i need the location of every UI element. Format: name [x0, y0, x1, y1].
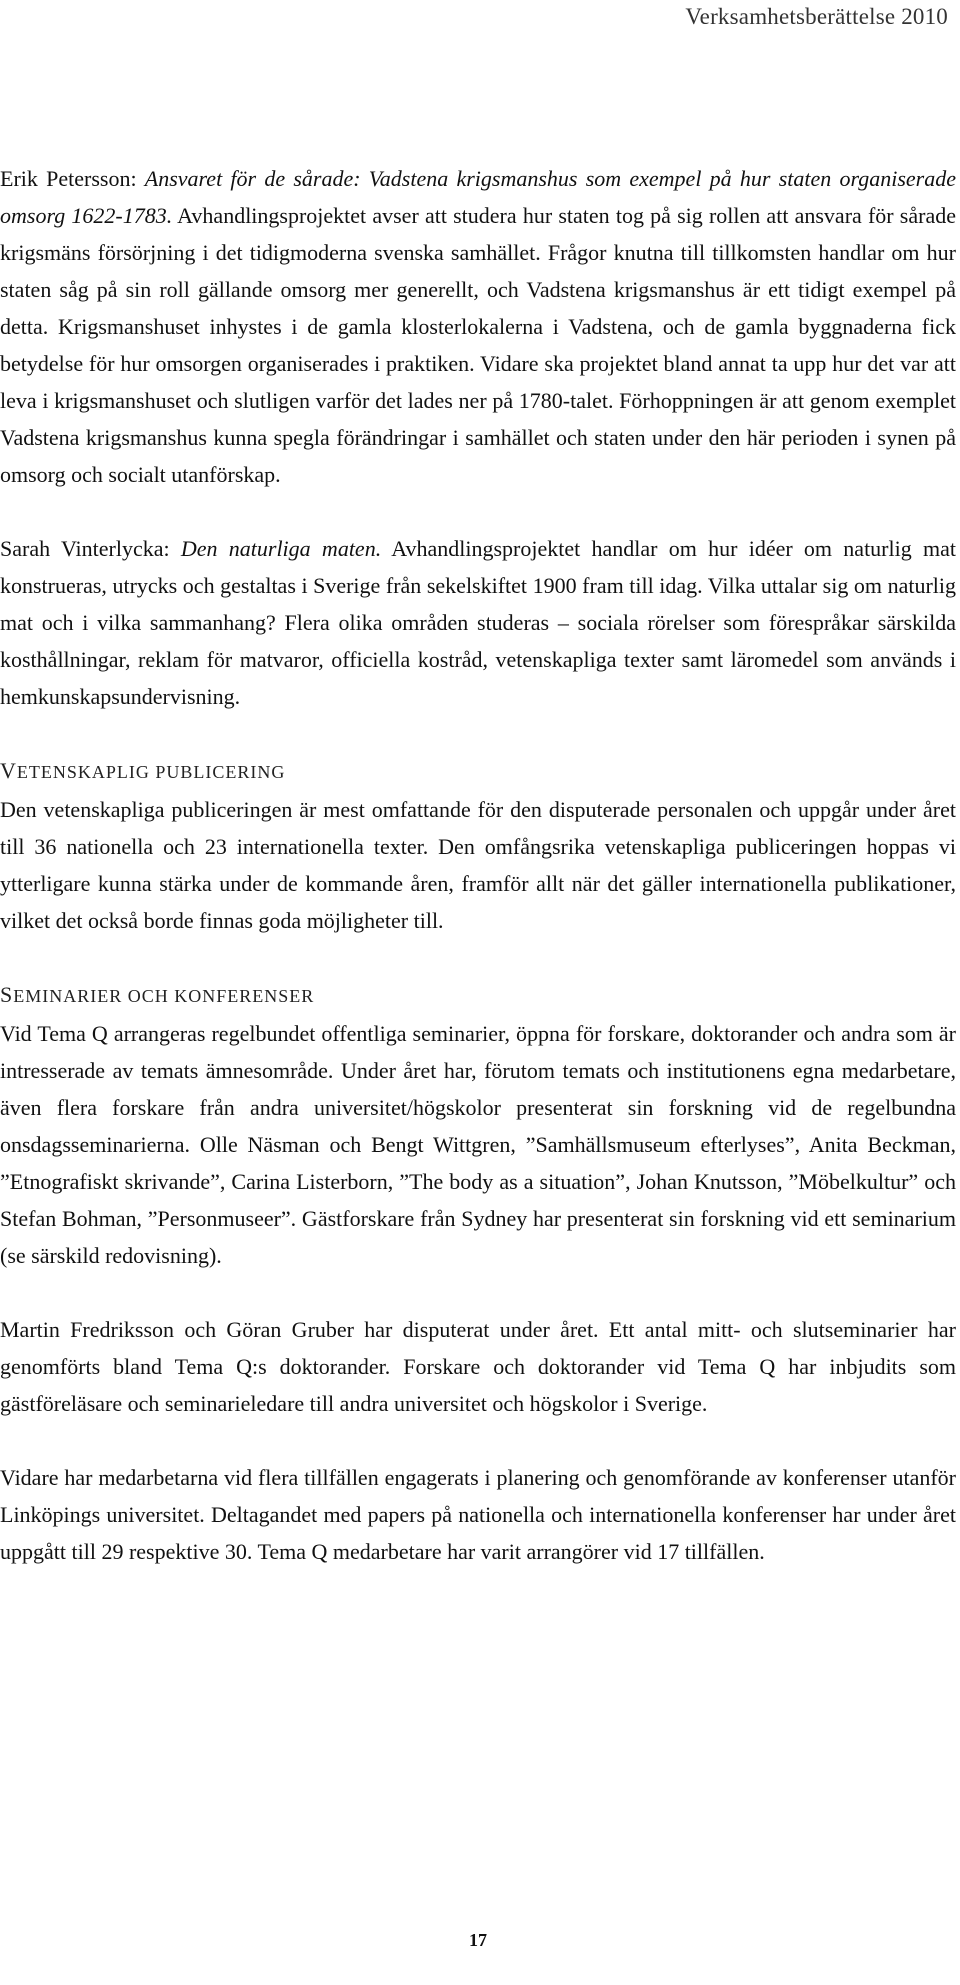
section-heading-publication: VETENSKAPLIG PUBLICERING	[0, 758, 286, 783]
section-heading-seminars: SEMINARIER OCH KONFERENSER	[0, 982, 315, 1007]
paragraph-conferences: Vidare har medarbetarna vid flera tillfällen engagerats i planering och genomförande av konferenser utanför Linköpings universitet. Deltagandet med papers på nationella och internationella konferenser har under året uppgått till 29 respektive 30. Tema Q medarbetare har varit arrangörer vid 17 tillfällen.	[0, 1465, 956, 1564]
page-number: 17	[469, 1930, 487, 1950]
paragraph-dissertations: Martin Fredriksson och Göran Gruber har disputerat under året. Ett antal mitt- och slutseminarier har genomförts bland Tema Q:s doktorander. Forskare och doktorander vid Tema Q har inbjudits som gästföreläsare och seminarieledare till andra universitet och högskolor i Sverige.	[0, 1317, 956, 1416]
page-content	[0, 160, 956, 1570]
paragraph-text: Avhandlingsprojektet handlar om hur idéer om naturlig mat konstrueras, utrycks och gestaltas i Sverige från sekelskiftet 1900 fram till idag. Vilka uttalar sig om naturlig mat och i vilka sammanhang? Flera olika områden studeras – sociala rörelser som förespråkar särskilda kosthållningar, reklam för matvaror, officiella kostråd, vetenskapliga texter samt läromedel som används i hemkunskapsundervisning.	[0, 536, 956, 709]
paragraph-petersson	[0, 160, 956, 493]
author-name: Sarah Vinterlycka:	[0, 536, 181, 561]
paragraph-text: Avhandlingsprojektet avser att studera hur staten tog på sig rollen att ansvara för sårade krigsmäns försörjning i det tidigmoderna svenska samhället. Frågor knutna till tillkomsten handlar om hur staten såg på sin roll gällande omsorg mer generellt, och Vadstena krigsmanshus är ett tidigt exempel på detta. Krigsmanshuset inhystes i de gamla klosterlokalerna i Vadstena, och de gamla byggnaderna fick betydelse för hur omsorgen organiserades i praktiken. Vidare ska projektet bland annat ta upp hur det var att leva i krigsmanshuset och slutligen varför det lades ner på 1780-talet. Förhoppningen är att genom exemplet Vadstena krigsmanshus kunna spegla förändringar i samhället och staten under den här perioden i synen på omsorg och socialt utanförskap.	[0, 203, 956, 487]
paragraph-seminars: Vid Tema Q arrangeras regelbundet offentliga seminarier, öppna för forskare, doktorander och andra som är intresserade av temats ämnesområde. Under året har, förutom temats och institutionens egna medarbetare, även flera forskare från andra universitet/högskolor presenterat sin forskning vid de regelbundna onsdagsseminarierna. Olle Näsman och Bengt Wittgren, ”Samhällsmuseum efterlyses”, Anita Beckman, ”Etnografiskt skrivande”, Carina Listerborn, ”The body as a situation”, Johan Knutsson, ”Möbelkultur” och Stefan Bohman, ”Personmuseer”. Gästforskare från Sydney har presenterat sin forskning vid ett seminarium (se särskild redovisning).	[0, 1021, 956, 1268]
running-header: Verksamhetsberättelse 2010	[685, 4, 948, 29]
thesis-title: Den naturliga maten.	[180, 536, 382, 561]
author-name: Erik Petersson:	[0, 166, 145, 191]
thesis-title: Ansvaret för de sårade: Vadstena krigsmanshus som exempel på hur staten organiserade omsorg 1622-1783.	[0, 166, 956, 228]
paragraph-vinterlycka	[0, 530, 956, 715]
paragraph-publication: Den vetenskapliga publiceringen är mest omfattande för den disputerade personalen och uppgår under året till 36 nationella och 23 internationella texter. Den omfångsrika vetenskapliga publiceringen hoppas vi ytterligare kunna stärka under de kommande åren, framför allt när det gäller internationella publikationer, vilket det också borde finnas goda möjligheter till.	[0, 797, 956, 933]
